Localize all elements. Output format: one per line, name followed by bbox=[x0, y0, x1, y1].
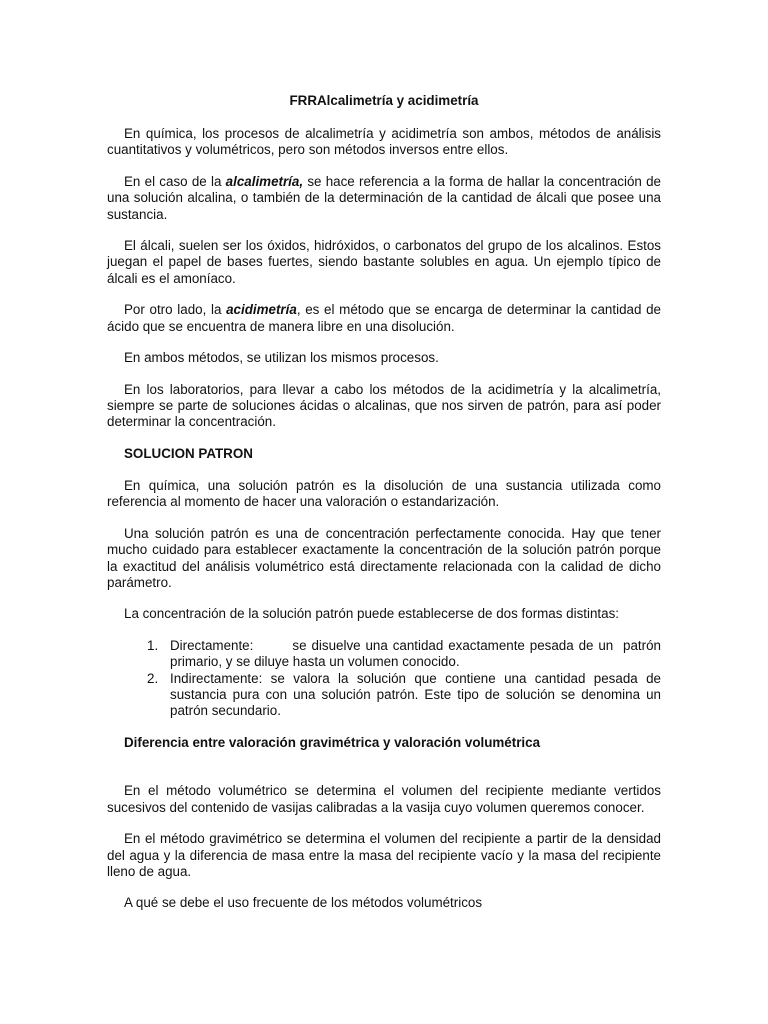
paragraph-alcalimetria bbox=[107, 174, 661, 223]
paragraph-text: En el caso de la bbox=[124, 174, 226, 190]
document-page bbox=[107, 93, 665, 927]
keyword-alcalimetria: alcalimetría, bbox=[225, 174, 304, 190]
paragraph-pregunta: A qué se debe el uso frecuente de los métodos volumétricos bbox=[124, 895, 483, 911]
paragraph-volumetrico: En el método volumétrico se determina el volumen del recipiente mediante vertidos sucesivos del contenido de vasijas calibradas a la vasija cuyo volumen queremos conocer. bbox=[107, 783, 661, 815]
list-item-text: Directamente: se disuelve una cantidad exactamente pesada de un patrón primario, y se diluye hasta un volumen conocido. bbox=[170, 638, 665, 670]
list-item bbox=[107, 671, 661, 720]
paragraph-intro: En química, los procesos de alcalimetría y acidimetría son ambos, métodos de análisis cuantitativos y volumétricos, pero son métodos inversos entre ellos. bbox=[107, 126, 661, 158]
paragraph-text: , es el método que se encarga de determinar la cantidad de ácido que se encuentra de manera libre en una disolución. bbox=[107, 302, 661, 334]
paragraph-gravimetrico: En el método gravimétrico se determina el volumen del recipiente a partir de la densidad del agua y la diferencia de masa entre la masa del recipiente vacío y la masa del recipiente lleno de agua. bbox=[107, 831, 661, 879]
paragraph-text: Por otro lado, la bbox=[124, 302, 227, 318]
list-item bbox=[107, 638, 665, 670]
paragraph-definicion-patron: En química, una solución patrón es la disolución de una sustancia utilizada como referencia al momento de hacer una valoración o estandarización. bbox=[107, 478, 661, 510]
paragraph-ambos-metodos: En ambos métodos, se utilizan los mismos procesos. bbox=[124, 350, 439, 366]
methods-list bbox=[107, 638, 665, 719]
paragraph-dos-formas: La concentración de la solución patrón puede establecerse de dos formas distintas: bbox=[124, 606, 620, 622]
list-number: 1. bbox=[147, 638, 159, 654]
paragraph-acidimetria bbox=[107, 302, 661, 334]
keyword-acidimetria: acidimetría bbox=[226, 302, 297, 318]
section-heading-diferencia: Diferencia entre valoración gravimétrica y valoración volumétrica bbox=[124, 735, 541, 751]
paragraph-laboratorios: En los laboratorios, para llevar a cabo los métodos de la acidimetría y la alcalimetría, siempre se parte de soluciones ácidas o alcalinas, que nos sirven de patrón, para así poder determinar la concentración. bbox=[107, 381, 661, 430]
paragraph-text: se hace referencia a la forma de hallar la concentración de una solución alcalina, o también de la determinación de la cantidad de álcali que posee una sustancia. bbox=[107, 174, 661, 222]
paragraph-alcali: El álcali, suelen ser los óxidos, hidróxidos, o carbonatos del grupo de los alcalinos. Estos juegan el papel de bases fuertes, siendo bastante solubles en agua. Un ejemplo típico de álcali es el amoníaco. bbox=[107, 238, 661, 286]
paragraph-concentracion-conocida: Una solución patrón es una de concentración perfectamente conocida. Hay que tener mucho cuidado para establecer exactamente la concentración de la solución patrón porque la exactitud del análisis volumétrico está directamente relacionada con la calidad de dicho parámetro. bbox=[107, 526, 661, 590]
list-item-text: Indirectamente: se valora la solución que contiene una cantidad pesada de sustancia pura con una solución patrón. Este tipo de solución se denomina un patrón secundario. bbox=[170, 670, 661, 718]
section-heading-solucion-patron: SOLUCION PATRON bbox=[124, 446, 253, 462]
list-number: 2. bbox=[147, 670, 159, 686]
document-title: FRRAlcalimetría y acidimetría bbox=[289, 93, 479, 108]
